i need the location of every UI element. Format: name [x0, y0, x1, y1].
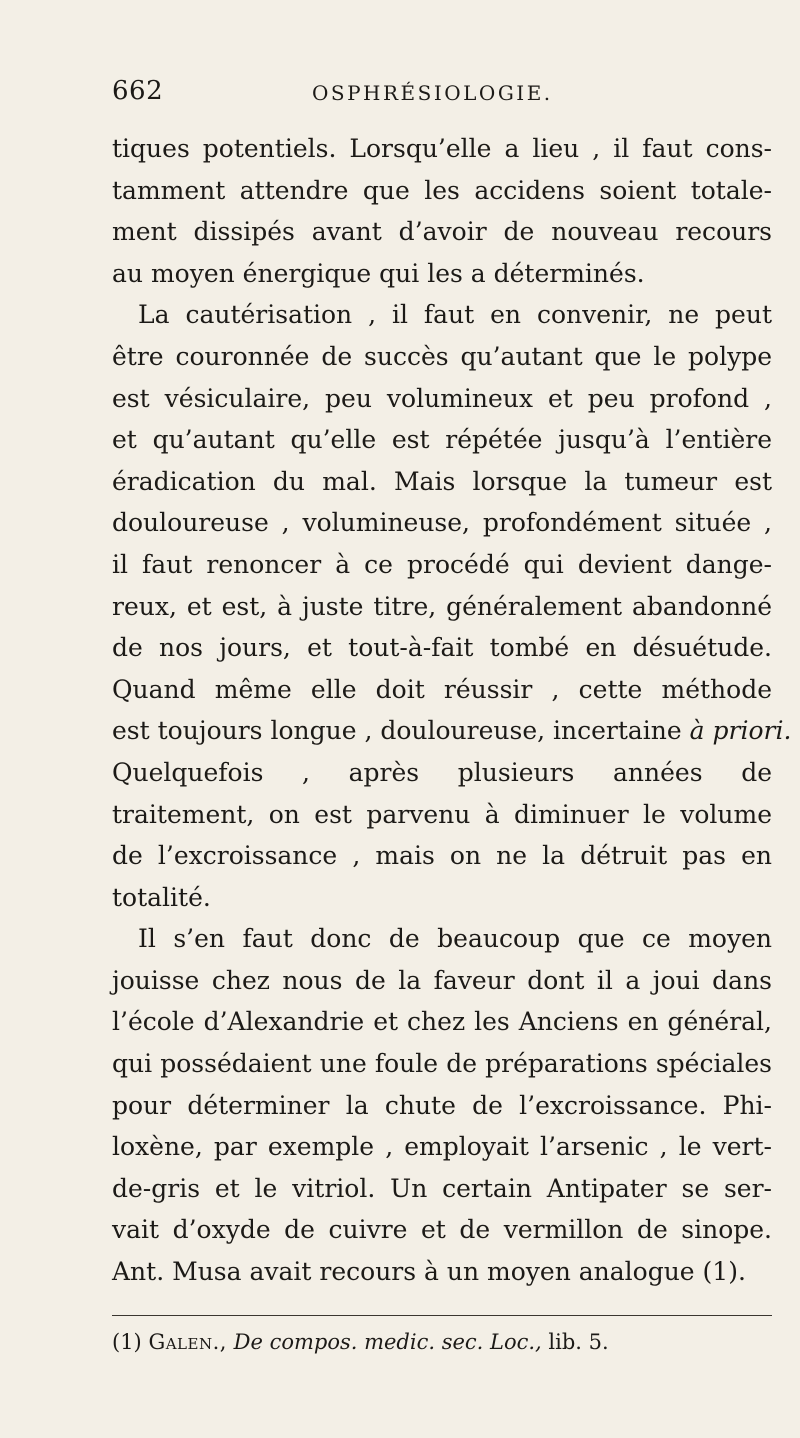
text-line: au moyen énergique qui les a déterminés. — [112, 258, 645, 288]
text-line: qui possédaient une foule de préparations spéciales — [112, 1049, 772, 1079]
text-line: reux, et est, à juste titre, généralement abandonné — [112, 591, 772, 621]
text-line: il faut renoncer à ce procédé qui devient dange- — [112, 549, 772, 579]
text-line: l’école d’Alexandrie et chez les Anciens en général, — [112, 1007, 772, 1037]
text-line: Il s’en faut donc de beaucoup que ce moyen — [138, 924, 772, 954]
text-line-with-italic — [112, 752, 772, 794]
text-line: et qu’autant qu’elle est répétée jusqu’à l’entière — [112, 425, 772, 455]
text-segment: est toujours longue , douloureuse, incertaine — [112, 716, 682, 746]
footnote-rule — [112, 1315, 772, 1316]
text-line: tamment attendre que les accidens soient totale- — [112, 175, 772, 205]
text-line: tiques potentiels. Lorsqu’elle a lieu , il faut cons- — [112, 134, 772, 163]
italic-segment: à priori. — [689, 716, 792, 746]
text-line: douloureuse , volumineuse, profondément située , — [112, 508, 772, 538]
text-line: La cautérisation , il faut en convenir, ne peut — [138, 300, 772, 330]
text-segment: Quelquefois , après plusieurs années de — [112, 757, 772, 787]
text-line: de l’excroissance , mais on ne la détruit pas en — [112, 841, 772, 871]
footnote — [112, 1327, 609, 1357]
running-title: OSPHRÉSIOLOGIE. — [312, 81, 553, 105]
text-line: vait d’oxyde de cuivre et de vermillon de sinope. — [112, 1215, 772, 1245]
text-line-with-italic — [112, 710, 792, 752]
text-line: pour déterminer la chute de l’excroissance. Phi- — [112, 1090, 772, 1120]
footnote-author: Galen., — [148, 1330, 227, 1354]
text-line: ment dissipés avant d’avoir de nouveau recours — [112, 217, 772, 247]
footnote-title: De compos. medic. sec. Loc., — [233, 1330, 542, 1354]
text-line: loxène, par exemple , employait l’arsenic , le vert- — [112, 1132, 772, 1162]
text-line: jouisse chez nous de la faveur dont il a joui dans — [112, 965, 772, 995]
text-line: est vésiculaire, peu volumineux et peu profond , — [112, 383, 772, 413]
text-line: totalité. — [112, 882, 211, 912]
text-line: traitement, on est parvenu à diminuer le volume — [112, 799, 772, 829]
text-line: éradication du mal. Mais lorsque la tumeur est — [112, 466, 772, 496]
footnote-marker: (1) — [112, 1330, 142, 1354]
text-line: Quand même elle doit réussir , cette méthode — [112, 674, 772, 704]
text-line: être couronnée de succès qu’autant que le polype — [112, 341, 772, 371]
text-line: Ant. Musa avait recours à un moyen analogue (1). — [112, 1257, 746, 1287]
body-text — [112, 128, 792, 1293]
running-head — [112, 76, 772, 112]
text-line: de-gris et le vitriol. Un certain Antipater se ser- — [112, 1173, 772, 1203]
footnote-reference: lib. 5. — [548, 1330, 609, 1354]
text-line: de nos jours, et tout-à-fait tombé en désuétude. — [112, 633, 772, 663]
page-number: 662 — [112, 76, 164, 106]
